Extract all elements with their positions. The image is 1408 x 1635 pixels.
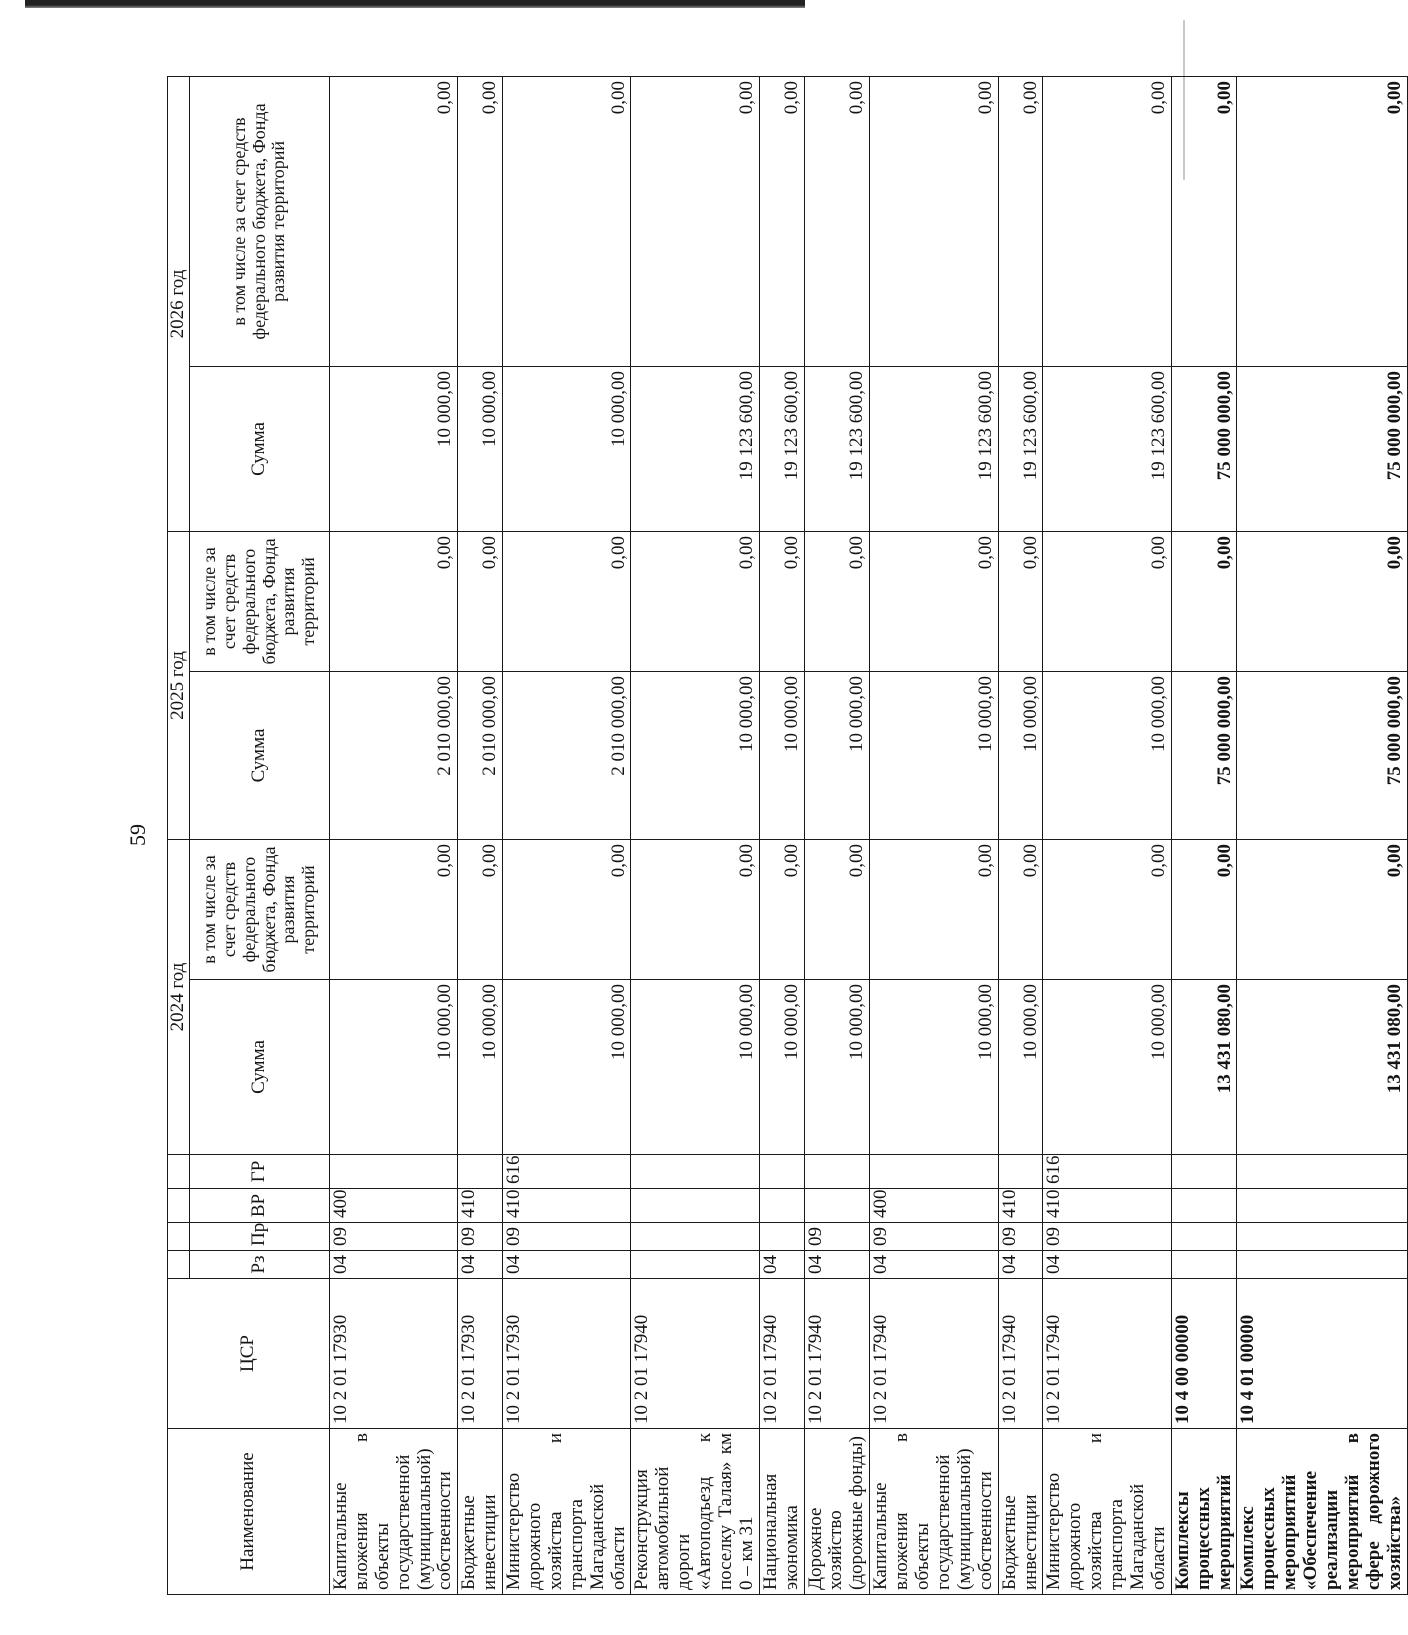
row-sum-2025: 75 000 000,00 xyxy=(1237,671,1407,839)
row-rz: 04 xyxy=(804,1251,870,1279)
row-sum-2026: 75 000 000,00 xyxy=(1237,366,1407,531)
row-gr xyxy=(998,1155,1043,1189)
row-federal-2025: 0,00 xyxy=(330,531,458,671)
row-sum-2024: 13 431 080,00 xyxy=(1237,980,1407,1155)
row-pr: 09 xyxy=(1043,1223,1171,1251)
row-csr: 10 2 01 17940 xyxy=(631,1279,759,1429)
row-sum-2026: 19 123 600,00 xyxy=(804,366,870,531)
row-pr xyxy=(1237,1223,1407,1251)
header-federal-2026: в том числе за счет средств федерального бюджета, Фонда развития территорий xyxy=(190,76,330,366)
row-sum-2025: 2 010 000,00 xyxy=(458,671,503,839)
row-csr: 10 2 01 17930 xyxy=(330,1279,458,1429)
row-name: Министерство дорожного хозяйства и транспорта Магаданской области xyxy=(1043,1429,1171,1595)
row-name: Дорожное хозяйство (дорожные фонды) xyxy=(804,1429,870,1595)
row-federal-2025: 0,00 xyxy=(870,531,998,671)
row-sum-2025: 10 000,00 xyxy=(870,671,998,839)
row-federal-2026: 0,00 xyxy=(458,76,503,366)
row-sum-2026: 10 000,00 xyxy=(503,366,631,531)
row-federal-2026: 0,00 xyxy=(631,76,759,366)
row-rz: 04 xyxy=(330,1251,458,1279)
row-vr xyxy=(631,1189,759,1223)
row-csr: 10 2 01 17930 xyxy=(503,1279,631,1429)
row-federal-2024: 0,00 xyxy=(1043,839,1171,979)
row-federal-2024: 0,00 xyxy=(503,839,631,979)
row-sum-2025: 2 010 000,00 xyxy=(503,671,631,839)
row-sum-2026: 75 000 000,00 xyxy=(1171,366,1237,531)
row-name: Комплекс процессных мероприятий «Обеспечение реализации мероприятий в сфере дорожного хозяйства» xyxy=(1237,1429,1407,1595)
row-gr xyxy=(1237,1155,1407,1189)
page-number: 59 xyxy=(125,824,150,846)
header-sum-2026: Сумма xyxy=(190,366,330,531)
table-row xyxy=(998,76,1043,1594)
scan-edge-bar xyxy=(25,0,805,8)
row-name: Национальная экономика xyxy=(759,1429,804,1595)
row-sum-2024: 10 000,00 xyxy=(759,980,804,1155)
table-row xyxy=(759,76,804,1594)
row-sum-2024: 10 000,00 xyxy=(804,980,870,1155)
row-sum-2025: 10 000,00 xyxy=(804,671,870,839)
row-sum-2026: 19 123 600,00 xyxy=(870,366,998,531)
row-name: Министерство дорожного хозяйства и транспорта Магаданской области xyxy=(503,1429,631,1595)
header-sum-2025: Сумма xyxy=(190,671,330,839)
row-rz xyxy=(1237,1251,1407,1279)
row-vr xyxy=(1171,1189,1237,1223)
row-pr: 09 xyxy=(998,1223,1043,1251)
row-federal-2024: 0,00 xyxy=(458,839,503,979)
row-csr: 10 4 00 00000 xyxy=(1171,1279,1237,1429)
row-federal-2025: 0,00 xyxy=(1043,531,1171,671)
row-federal-2024: 0,00 xyxy=(998,839,1043,979)
row-gr xyxy=(1171,1155,1237,1189)
table-row xyxy=(458,76,503,1594)
row-federal-2026: 0,00 xyxy=(1043,76,1171,366)
row-federal-2025: 0,00 xyxy=(759,531,804,671)
header-rz: Рз xyxy=(190,1251,330,1279)
row-pr xyxy=(759,1223,804,1251)
row-csr: 10 2 01 17940 xyxy=(759,1279,804,1429)
row-pr: 09 xyxy=(804,1223,870,1251)
header-federal-2024: в том числе за счет средств федерального бюджета, Фонда развития территорий xyxy=(190,839,330,979)
header-year-2026: 2026 год xyxy=(168,76,190,531)
table-body xyxy=(330,76,1408,1594)
budget-table xyxy=(167,76,1408,1595)
row-sum-2026: 19 123 600,00 xyxy=(998,366,1043,531)
header-name: Наименование xyxy=(168,1429,330,1595)
row-pr: 09 xyxy=(330,1223,458,1251)
table-row xyxy=(503,76,631,1594)
row-name: Комплексы процессных мероприятий xyxy=(1171,1429,1237,1595)
row-vr: 410 xyxy=(458,1189,503,1223)
row-name: Бюджетные инвестиции xyxy=(998,1429,1043,1595)
row-federal-2026: 0,00 xyxy=(330,76,458,366)
table-row xyxy=(804,76,870,1594)
row-csr: 10 4 01 00000 xyxy=(1237,1279,1407,1429)
rotated-table-container xyxy=(167,77,1405,1595)
header-sum-2024: Сумма xyxy=(190,980,330,1155)
row-vr xyxy=(804,1189,870,1223)
header-row-years xyxy=(168,76,190,1594)
row-federal-2025: 0,00 xyxy=(458,531,503,671)
table-row xyxy=(1043,76,1171,1594)
row-rz: 04 xyxy=(458,1251,503,1279)
row-vr: 410 xyxy=(998,1189,1043,1223)
header-gr: ГР xyxy=(190,1155,330,1189)
header-federal-2025: в том числе за счет средств федерального бюджета, Фонда развития территорий xyxy=(190,531,330,671)
row-vr: 410 xyxy=(503,1189,631,1223)
header-year-2024: 2024 год xyxy=(168,839,190,1154)
row-federal-2025: 0,00 xyxy=(804,531,870,671)
row-sum-2025: 10 000,00 xyxy=(631,671,759,839)
row-vr xyxy=(1237,1189,1407,1223)
row-rz xyxy=(1171,1251,1237,1279)
header-year-2025: 2025 год xyxy=(168,531,190,839)
row-federal-2026: 0,00 xyxy=(1171,76,1237,366)
row-sum-2024: 10 000,00 xyxy=(870,980,998,1155)
row-vr: 400 xyxy=(330,1189,458,1223)
row-name: Капитальные вложения в объекты государственной (муниципальной) собственности xyxy=(330,1429,458,1595)
row-federal-2026: 0,00 xyxy=(998,76,1043,366)
table-row xyxy=(330,76,458,1594)
row-gr xyxy=(759,1155,804,1189)
table-row xyxy=(1171,76,1237,1594)
table-row xyxy=(870,76,998,1594)
row-pr xyxy=(1171,1223,1237,1251)
row-federal-2026: 0,00 xyxy=(804,76,870,366)
row-pr: 09 xyxy=(870,1223,998,1251)
header-spacer xyxy=(168,1251,190,1279)
row-csr: 10 2 01 17940 xyxy=(870,1279,998,1429)
row-gr xyxy=(458,1155,503,1189)
row-gr xyxy=(870,1155,998,1189)
row-sum-2024: 10 000,00 xyxy=(998,980,1043,1155)
row-federal-2026: 0,00 xyxy=(870,76,998,366)
table-row xyxy=(631,76,759,1594)
row-pr xyxy=(631,1223,759,1251)
row-gr xyxy=(631,1155,759,1189)
row-gr xyxy=(330,1155,458,1189)
row-federal-2025: 0,00 xyxy=(998,531,1043,671)
row-sum-2024: 10 000,00 xyxy=(631,980,759,1155)
row-rz: 04 xyxy=(998,1251,1043,1279)
row-sum-2025: 10 000,00 xyxy=(1043,671,1171,839)
row-gr: 616 xyxy=(503,1155,631,1189)
row-rz: 04 xyxy=(870,1251,998,1279)
row-gr: 616 xyxy=(1043,1155,1171,1189)
row-rz: 04 xyxy=(503,1251,631,1279)
row-federal-2025: 0,00 xyxy=(631,531,759,671)
row-csr: 10 2 01 17930 xyxy=(458,1279,503,1429)
header-spacer xyxy=(168,1155,190,1189)
row-federal-2025: 0,00 xyxy=(503,531,631,671)
header-spacer xyxy=(168,1223,190,1251)
row-federal-2024: 0,00 xyxy=(870,839,998,979)
row-sum-2024: 13 431 080,00 xyxy=(1171,980,1237,1155)
row-federal-2026: 0,00 xyxy=(759,76,804,366)
row-federal-2024: 0,00 xyxy=(1237,839,1407,979)
row-name: Бюджетные инвестиции xyxy=(458,1429,503,1595)
row-federal-2024: 0,00 xyxy=(1171,839,1237,979)
header-pr: Пр xyxy=(190,1223,330,1251)
row-sum-2025: 75 000 000,00 xyxy=(1171,671,1237,839)
row-rz xyxy=(631,1251,759,1279)
row-federal-2026: 0,00 xyxy=(503,76,631,366)
row-federal-2024: 0,00 xyxy=(804,839,870,979)
row-csr: 10 2 01 17940 xyxy=(804,1279,870,1429)
row-rz: 04 xyxy=(1043,1251,1171,1279)
row-sum-2026: 10 000,00 xyxy=(458,366,503,531)
row-sum-2024: 10 000,00 xyxy=(330,980,458,1155)
row-csr: 10 2 01 17940 xyxy=(998,1279,1043,1429)
header-csr: ЦСР xyxy=(168,1279,330,1429)
row-federal-2026: 0,00 xyxy=(1237,76,1407,366)
row-sum-2025: 2 010 000,00 xyxy=(330,671,458,839)
table-row xyxy=(1237,76,1407,1594)
row-sum-2025: 10 000,00 xyxy=(759,671,804,839)
row-sum-2024: 10 000,00 xyxy=(1043,980,1171,1155)
row-sum-2024: 10 000,00 xyxy=(458,980,503,1155)
row-sum-2026: 19 123 600,00 xyxy=(759,366,804,531)
row-federal-2024: 0,00 xyxy=(631,839,759,979)
row-sum-2026: 19 123 600,00 xyxy=(631,366,759,531)
row-pr: 09 xyxy=(503,1223,631,1251)
row-federal-2025: 0,00 xyxy=(1237,531,1407,671)
row-federal-2024: 0,00 xyxy=(759,839,804,979)
row-vr: 410 xyxy=(1043,1189,1171,1223)
row-name: Реконструкция автомобильной дороги «Автоподъезд к поселку Талая» км 0 – км 31 xyxy=(631,1429,759,1595)
header-spacer xyxy=(168,1189,190,1223)
row-gr xyxy=(804,1155,870,1189)
row-sum-2025: 10 000,00 xyxy=(998,671,1043,839)
row-federal-2025: 0,00 xyxy=(1171,531,1237,671)
row-rz: 04 xyxy=(759,1251,804,1279)
header-vr: ВР xyxy=(190,1189,330,1223)
row-sum-2026: 19 123 600,00 xyxy=(1043,366,1171,531)
row-name: Капитальные вложения в объекты государственной (муниципальной) собственности xyxy=(870,1429,998,1595)
row-pr: 09 xyxy=(458,1223,503,1251)
row-federal-2024: 0,00 xyxy=(330,839,458,979)
row-vr xyxy=(759,1189,804,1223)
row-sum-2024: 10 000,00 xyxy=(503,980,631,1155)
row-csr: 10 2 01 17940 xyxy=(1043,1279,1171,1429)
row-sum-2026: 10 000,00 xyxy=(330,366,458,531)
row-vr: 400 xyxy=(870,1189,998,1223)
